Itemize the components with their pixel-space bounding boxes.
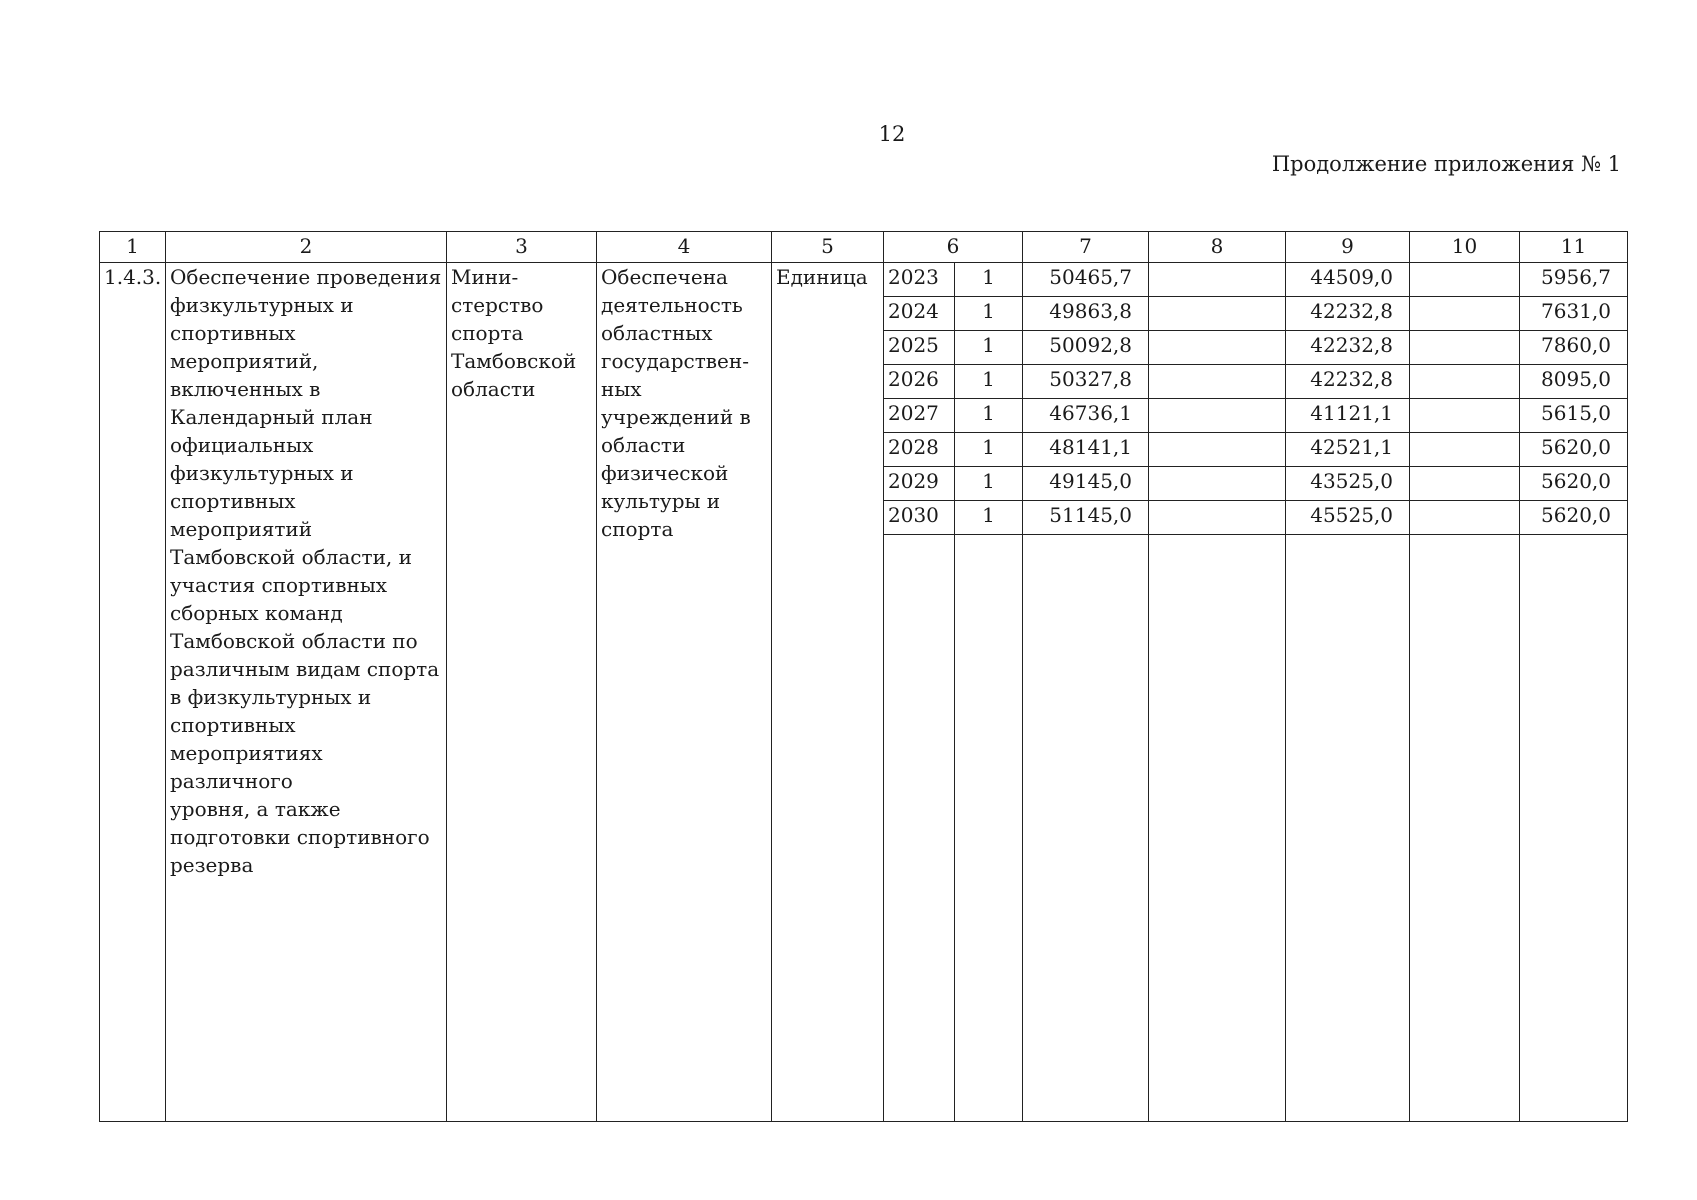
column-header: 9 [1286,232,1410,263]
column-9-cell: 42232,8 [1286,331,1410,365]
column-header: 6 [884,232,1023,263]
total-cell: 50092,8 [1023,331,1149,365]
column-10-cell [1410,467,1520,501]
total-cell: 50465,7 [1023,263,1149,297]
total-cell: 49145,0 [1023,467,1149,501]
empty-cell [1410,535,1520,1122]
total-cell: 48141,1 [1023,433,1149,467]
column-10-cell [1410,365,1520,399]
quantity-cell: 1 [955,297,1023,331]
year-cell: 2029 [884,467,955,501]
column-header: 5 [772,232,884,263]
item-name: Обеспечение проведения физкультурных и спортивных мероприятий, включенных в Календарный план официальных физкультурных и спортивных мероприятий Тамбовской области, и участия спортивных сборных команд Тамбовской области по различным видам спорта в физкультурных и спортивных мероприятиях различного уровня, а также подготовки спортивного резерва [166,263,447,1122]
column-10-cell [1410,433,1520,467]
column-10-cell [1410,297,1520,331]
year-cell: 2025 [884,331,955,365]
column-header: 7 [1023,232,1149,263]
column-header: 4 [597,232,772,263]
column-8-cell [1149,501,1286,535]
total-cell: 49863,8 [1023,297,1149,331]
column-11-cell: 5620,0 [1520,501,1628,535]
item-executor: Мини- стерство спорта Тамбовской области [447,263,597,1122]
column-9-cell: 45525,0 [1286,501,1410,535]
quantity-cell: 1 [955,331,1023,365]
column-8-cell [1149,433,1286,467]
table-row [100,263,1628,297]
column-10-cell [1410,331,1520,365]
column-11-cell: 5956,7 [1520,263,1628,297]
column-9-cell: 43525,0 [1286,467,1410,501]
column-header: 3 [447,232,597,263]
column-9-cell: 41121,1 [1286,399,1410,433]
column-9-cell: 42521,1 [1286,433,1410,467]
quantity-cell: 1 [955,399,1023,433]
year-cell: 2023 [884,263,955,297]
empty-cell [955,535,1023,1122]
total-cell: 51145,0 [1023,501,1149,535]
column-10-cell [1410,399,1520,433]
column-8-cell [1149,365,1286,399]
column-10-cell [1410,263,1520,297]
column-header: 11 [1520,232,1628,263]
empty-cell [1023,535,1149,1122]
empty-cell [1520,535,1628,1122]
column-8-cell [1149,331,1286,365]
column-11-cell: 7631,0 [1520,297,1628,331]
column-8-cell [1149,467,1286,501]
column-header: 10 [1410,232,1520,263]
total-cell: 50327,8 [1023,365,1149,399]
item-code: 1.4.3. [100,263,166,1122]
column-number-row [100,232,1628,263]
total-cell: 46736,1 [1023,399,1149,433]
year-cell: 2028 [884,433,955,467]
page-number: 12 [878,122,906,146]
year-cell: 2024 [884,297,955,331]
empty-cell [1149,535,1286,1122]
column-header: 1 [100,232,166,263]
quantity-cell: 1 [955,365,1023,399]
quantity-cell: 1 [955,467,1023,501]
column-11-cell: 5620,0 [1520,467,1628,501]
empty-cell [884,535,955,1122]
appendix-continuation-note: Продолжение приложения № 1 [1271,152,1621,176]
column-10-cell [1410,501,1520,535]
column-8-cell [1149,399,1286,433]
column-9-cell: 42232,8 [1286,365,1410,399]
quantity-cell: 1 [955,263,1023,297]
column-9-cell: 44509,0 [1286,263,1410,297]
item-result: Обеспечена деятельность областных государствен- ных учреждений в области физической культуры и спорта [597,263,772,1122]
column-header: 8 [1149,232,1286,263]
column-11-cell: 8095,0 [1520,365,1628,399]
column-8-cell [1149,263,1286,297]
column-header: 2 [166,232,447,263]
column-11-cell: 7860,0 [1520,331,1628,365]
quantity-cell: 1 [955,433,1023,467]
program-table [99,231,1628,1122]
empty-cell [1286,535,1410,1122]
quantity-cell: 1 [955,501,1023,535]
year-cell: 2026 [884,365,955,399]
year-cell: 2030 [884,501,955,535]
column-8-cell [1149,297,1286,331]
column-11-cell: 5615,0 [1520,399,1628,433]
column-9-cell: 42232,8 [1286,297,1410,331]
year-cell: 2027 [884,399,955,433]
item-unit: Единица [772,263,884,1122]
column-11-cell: 5620,0 [1520,433,1628,467]
